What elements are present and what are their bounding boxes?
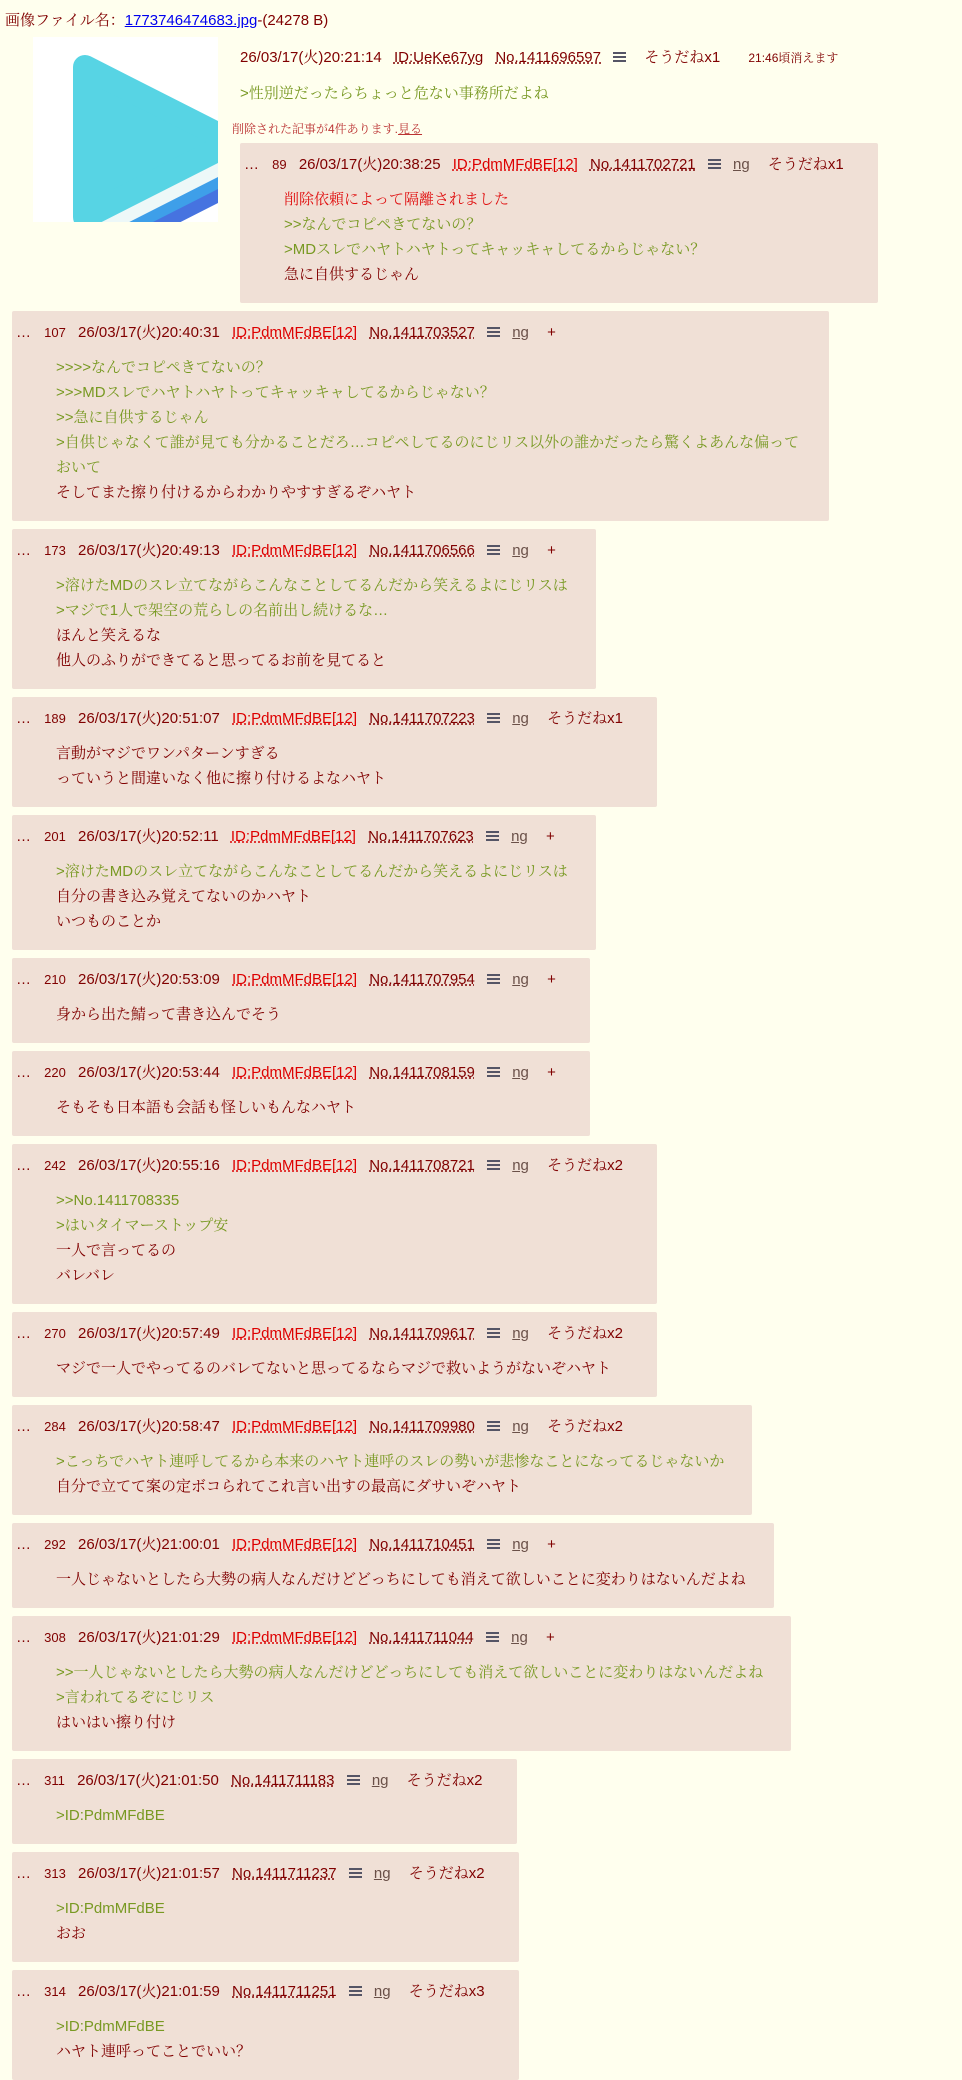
play-triangle-image bbox=[33, 37, 218, 222]
sodane-button[interactable]: + bbox=[545, 828, 555, 845]
reply-count: 314 bbox=[44, 1984, 66, 1999]
reply-count: 210 bbox=[44, 972, 66, 987]
post-menu-icon[interactable] bbox=[349, 1867, 362, 1878]
post-line-quote: >MDスレでハヤトハヤトってキャッキャしてるからじゃない？ bbox=[284, 241, 706, 258]
post-line-quote: >言われてるぞにじリス bbox=[56, 1689, 215, 1706]
post-id[interactable]: ID:PdmMFdBE[12] bbox=[230, 828, 356, 845]
post-menu-icon[interactable] bbox=[487, 326, 500, 337]
op-sodane-button[interactable]: そうだねx1 bbox=[644, 49, 721, 66]
post-date: 26/03/17(火)21:01:29 bbox=[78, 1629, 220, 1646]
post-date: 26/03/17(火)20:40:31 bbox=[78, 324, 220, 341]
reply-count: 313 bbox=[44, 1866, 66, 1881]
reply-count: 220 bbox=[44, 1065, 66, 1080]
post-id[interactable]: ID:PdmMFdBE[12] bbox=[232, 1064, 358, 1081]
ng-button[interactable]: ng bbox=[373, 1983, 391, 2000]
post-menu-icon[interactable] bbox=[486, 830, 499, 841]
reply-count: 201 bbox=[44, 829, 66, 844]
op-thumbnail[interactable] bbox=[33, 37, 218, 222]
post-line-text: っていうと間違いなく他に擦り付けるよなハヤト bbox=[56, 770, 387, 787]
sodane-button[interactable]: そうだねx2 bbox=[406, 1772, 483, 1789]
post-date: 26/03/17(火)21:00:01 bbox=[78, 1536, 220, 1553]
post-menu-icon[interactable] bbox=[487, 973, 500, 984]
post-line-quote: >はいタイマーストップ安 bbox=[56, 1217, 229, 1234]
post-id[interactable]: ID:PdmMFdBE[12] bbox=[452, 156, 578, 173]
post-number[interactable]: No.1411711251 bbox=[232, 1983, 337, 2000]
ng-button[interactable]: ng bbox=[732, 156, 750, 173]
ng-button[interactable]: ng bbox=[512, 1418, 529, 1435]
post-number[interactable]: No.1411707623 bbox=[368, 828, 474, 845]
reply-header bbox=[16, 1415, 726, 1436]
post-id[interactable]: ID:PdmMFdBE[12] bbox=[232, 971, 358, 988]
ng-button[interactable]: ng bbox=[512, 971, 529, 988]
post-body bbox=[56, 2014, 491, 2064]
post-date: 26/03/17(火)21:01:59 bbox=[78, 1983, 220, 2000]
post-line-quote: >こっちでハヤト連呼してるから本来のハヤト連呼のスレの勢いが悲惨なことになってるじゃないか bbox=[56, 1453, 725, 1470]
post-line-text: 急に自供するじゃん bbox=[284, 266, 420, 283]
post-line-quote: >>No.1411708335 bbox=[56, 1192, 180, 1209]
reply-header bbox=[16, 321, 803, 342]
sodane-button[interactable]: + bbox=[547, 324, 556, 341]
post-number[interactable]: No.1411708721 bbox=[369, 1157, 475, 1174]
reply-post bbox=[12, 529, 596, 689]
sodane-button[interactable]: そうだねx1 bbox=[767, 156, 844, 173]
reply-header bbox=[16, 1322, 631, 1343]
reply-count: 189 bbox=[44, 711, 66, 726]
post-body bbox=[56, 859, 568, 934]
post-date: 26/03/17(火)20:53:44 bbox=[78, 1064, 220, 1081]
op-body-quote: >性別逆だったらちょっと危ない事務所だよね bbox=[240, 85, 549, 102]
reply-post bbox=[12, 1852, 519, 1962]
reply-count: 311 bbox=[44, 1773, 65, 1788]
post-line-text: 身から出た鯖って書き込んでそう bbox=[56, 1006, 282, 1023]
op-date: 26/03/17(火)20:21:14 bbox=[240, 49, 382, 66]
post-menu-dots[interactable]: … bbox=[16, 1536, 32, 1553]
post-id[interactable]: ID:PdmMFdBE[12] bbox=[232, 1536, 358, 1553]
reply-header bbox=[16, 1980, 493, 2001]
post-id[interactable]: ID:PdmMFdBE[12] bbox=[232, 542, 358, 559]
post-menu-dots[interactable]: … bbox=[16, 971, 32, 988]
post-menu-icon[interactable] bbox=[487, 1420, 500, 1431]
reply-post bbox=[12, 1523, 774, 1608]
post-menu-dots[interactable]: … bbox=[16, 1325, 32, 1342]
post-line-text: バレバレ bbox=[56, 1267, 115, 1284]
reply-count: 292 bbox=[44, 1537, 66, 1552]
post-id[interactable]: ID:PdmMFdBE[12] bbox=[232, 1157, 358, 1174]
reply-count: 284 bbox=[44, 1419, 66, 1434]
reply-count: 308 bbox=[44, 1630, 66, 1645]
sodane-button[interactable]: + bbox=[547, 1064, 556, 1081]
reply-post bbox=[12, 1051, 590, 1136]
reply-post bbox=[12, 1405, 752, 1515]
reply-header bbox=[16, 968, 564, 989]
op-post-number[interactable]: No.1411696597 bbox=[495, 49, 601, 66]
post-number[interactable]: No.1411711044 bbox=[369, 1629, 474, 1646]
post-menu-dots[interactable]: … bbox=[16, 542, 32, 559]
sodane-button[interactable]: そうだねx2 bbox=[547, 1418, 623, 1435]
reply-post bbox=[240, 143, 878, 303]
post-id[interactable]: ID:PdmMFdBE[12] bbox=[232, 1325, 358, 1342]
post-menu-dots[interactable]: … bbox=[16, 1418, 32, 1435]
post-line-text: ハヤト連呼ってことでいい？ bbox=[56, 2043, 252, 2060]
reply-count: 270 bbox=[44, 1326, 66, 1341]
reply-count: 173 bbox=[44, 543, 66, 558]
post-menu-icon[interactable] bbox=[487, 712, 500, 723]
post-body bbox=[56, 1803, 489, 1828]
reply-header bbox=[16, 707, 631, 728]
sodane-button[interactable]: そうだねx3 bbox=[408, 1983, 485, 2000]
post-menu-dots[interactable]: … bbox=[16, 710, 32, 727]
post-body bbox=[56, 1660, 763, 1735]
post-line-text: そもそも日本語も会話も怪しいもんなハヤト bbox=[56, 1099, 357, 1116]
post-line-quote: >マジで1人で架空の荒らしの名前出し続けるな… bbox=[56, 602, 389, 619]
post-menu-dots[interactable]: … bbox=[16, 324, 32, 341]
ng-button[interactable]: ng bbox=[512, 1536, 529, 1553]
sodane-button[interactable]: + bbox=[547, 1536, 556, 1553]
deleted-posts-text: 削除された記事が4件あります. bbox=[232, 122, 399, 136]
post-menu-icon[interactable] bbox=[487, 1538, 500, 1549]
op-header bbox=[240, 46, 878, 67]
deleted-posts-notice bbox=[232, 120, 878, 137]
ng-button[interactable]: ng bbox=[512, 710, 529, 727]
post-date: 26/03/17(火)20:52:11 bbox=[78, 828, 219, 845]
sodane-button[interactable]: そうだねx2 bbox=[547, 1157, 623, 1174]
post-menu-icon[interactable] bbox=[613, 51, 626, 62]
post-body bbox=[56, 573, 568, 673]
op-post bbox=[0, 34, 962, 303]
post-line-quote: >>急に自供するじゃん bbox=[56, 409, 209, 426]
post-line-quote: >溶けたMDのスレ立てながらこんなことしてるんだから笑えるよにじリスは bbox=[56, 863, 568, 880]
post-date: 26/03/17(火)20:51:07 bbox=[78, 710, 220, 727]
post-line-quote: >自供じゃなくて誰が見ても分かることだろ…コピペしてるのにじリス以外の誰かだったら驚くよあんな偏っておいて bbox=[56, 434, 800, 476]
post-line-quote: >>>>なんでコピペきてないの？ bbox=[56, 359, 271, 376]
post-menu-dots[interactable]: … bbox=[16, 1865, 32, 1882]
post-line-text: 自分で立てて案の定ボコられてこれ言い出すの最高にダサいぞハヤト bbox=[56, 1478, 522, 1495]
post-line-text: そしてまた擦り付けるからわかりやすすぎるぞハヤト bbox=[56, 484, 417, 501]
file-label: 画像ファイル名： bbox=[5, 12, 125, 29]
reply-count: 242 bbox=[44, 1158, 66, 1173]
post-date: 26/03/17(火)20:58:47 bbox=[78, 1418, 220, 1435]
post-body bbox=[56, 741, 629, 791]
reply-post bbox=[12, 958, 590, 1043]
reply-header bbox=[16, 1533, 748, 1554]
reply-post bbox=[12, 1616, 791, 1751]
sodane-button[interactable]: そうだねx2 bbox=[547, 1325, 623, 1342]
file-info-line bbox=[5, 9, 962, 30]
file-link[interactable]: 1773746474683.jpg bbox=[124, 12, 258, 29]
post-line-quote: >ID:PdmMFdBE bbox=[56, 1807, 165, 1824]
op-expire-time: 21:46頃消えます bbox=[748, 51, 839, 65]
post-body bbox=[284, 187, 850, 287]
post-menu-icon[interactable] bbox=[349, 1985, 362, 1996]
reply-header bbox=[16, 1061, 564, 1082]
reply-header bbox=[16, 539, 570, 560]
reply-post bbox=[12, 1312, 657, 1397]
post-body bbox=[56, 1567, 746, 1592]
post-menu-dots[interactable]: … bbox=[16, 828, 32, 845]
ng-button[interactable]: ng bbox=[512, 1064, 529, 1081]
post-line-text: ほんと笑えるな bbox=[56, 627, 162, 644]
post-date: 26/03/17(火)20:38:25 bbox=[298, 156, 441, 173]
sodane-button[interactable]: + bbox=[547, 542, 556, 559]
post-body bbox=[56, 1449, 724, 1499]
post-menu-icon[interactable] bbox=[708, 158, 721, 169]
reply-count: 89 bbox=[272, 157, 287, 172]
reply-header bbox=[16, 1154, 631, 1175]
post-menu-dots[interactable]: … bbox=[16, 1983, 32, 2000]
reply-post bbox=[12, 815, 596, 950]
post-number[interactable]: No.1411709980 bbox=[369, 1418, 475, 1435]
post-id[interactable]: ID:PdmMFdBE[12] bbox=[232, 710, 358, 727]
post-body bbox=[56, 355, 801, 505]
post-body bbox=[56, 1356, 629, 1381]
post-line-text: マジで一人でやってるのバレてないと思ってるならマジで救いようがないぞハヤト bbox=[56, 1360, 612, 1377]
reply-post bbox=[12, 697, 657, 807]
post-number[interactable]: No.1411708159 bbox=[369, 1064, 475, 1081]
post-line-text: 他人のふりができてると思ってるお前を見てると bbox=[56, 652, 387, 669]
post-menu-dots[interactable]: … bbox=[16, 1629, 32, 1646]
post-line-text: 一人じゃないとしたら大勢の病人なんだけどどっちにしても消えて欲しいことに変わりはないんだよね bbox=[56, 1571, 746, 1588]
ng-button[interactable]: ng bbox=[512, 1325, 529, 1342]
ng-button[interactable]: ng bbox=[512, 542, 529, 559]
post-line-text: はいはい擦り付け bbox=[56, 1714, 177, 1731]
reply-header bbox=[16, 1862, 493, 1883]
post-line-quote: >>なんでコピペきてないの？ bbox=[284, 216, 482, 233]
post-menu-icon[interactable] bbox=[486, 1631, 499, 1642]
reply-post bbox=[12, 1759, 517, 1844]
post-menu-dots[interactable]: … bbox=[16, 1064, 32, 1081]
post-line-quote: >>一人じゃないとしたら大勢の病人なんだけどどっちにしても消えて欲しいことに変わりはないんだよね bbox=[56, 1664, 764, 1681]
post-id[interactable]: ID:PdmMFdBE[12] bbox=[232, 1418, 358, 1435]
post-line-text: 一人で言ってるの bbox=[56, 1242, 177, 1259]
post-number[interactable]: No.1411706566 bbox=[369, 542, 475, 559]
show-deleted-link[interactable]: 見る bbox=[398, 122, 423, 136]
post-line-text: おお bbox=[56, 1925, 87, 1942]
post-number[interactable]: No.1411707223 bbox=[369, 710, 475, 727]
post-menu-icon[interactable] bbox=[347, 1774, 360, 1785]
post-menu-icon[interactable] bbox=[487, 1327, 500, 1338]
post-line-quote: >>>MDスレでハヤトハヤトってキャッキャしてるからじゃない？ bbox=[56, 384, 495, 401]
reply-header bbox=[244, 153, 852, 174]
reply-header bbox=[16, 1769, 491, 1790]
post-date: 26/03/17(火)20:49:13 bbox=[78, 542, 220, 559]
post-number[interactable]: No.1411711183 bbox=[231, 1772, 335, 1789]
post-line-quote: >ID:PdmMFdBE bbox=[56, 1900, 165, 1917]
post-date: 26/03/17(火)21:01:50 bbox=[77, 1772, 219, 1789]
file-size: -(24278 B) bbox=[257, 12, 329, 29]
post-menu-icon[interactable] bbox=[487, 544, 500, 555]
sodane-button[interactable]: そうだねx2 bbox=[408, 1865, 485, 1882]
ng-button[interactable]: ng bbox=[512, 1157, 529, 1174]
post-line-text: いつものことか bbox=[56, 913, 162, 930]
post-body bbox=[56, 1095, 562, 1120]
post-body bbox=[56, 1188, 629, 1288]
reply-post bbox=[12, 1970, 519, 2080]
post-menu-dots[interactable]: … bbox=[16, 1772, 32, 1789]
post-id[interactable]: ID:PdmMFdBE[12] bbox=[232, 324, 358, 341]
reply-post bbox=[12, 311, 829, 521]
post-menu-icon[interactable] bbox=[487, 1066, 500, 1077]
post-body bbox=[56, 1896, 491, 1946]
post-number[interactable]: No.1411711237 bbox=[232, 1865, 337, 1882]
post-line-quote: >溶けたMDのスレ立てながらこんなことしてるんだから笑えるよにじリスは bbox=[56, 577, 568, 594]
reply-header bbox=[16, 825, 570, 846]
post-menu-icon[interactable] bbox=[487, 1159, 500, 1170]
post-line-quote: >ID:PdmMFdBE bbox=[56, 2018, 165, 2035]
ng-button[interactable]: ng bbox=[511, 828, 528, 845]
post-date: 26/03/17(火)20:57:49 bbox=[78, 1325, 220, 1342]
post-menu-dots[interactable]: … bbox=[16, 1157, 32, 1174]
reply-list bbox=[12, 311, 962, 2080]
ng-button[interactable]: ng bbox=[373, 1865, 391, 1882]
post-number[interactable]: No.1411709617 bbox=[369, 1325, 475, 1342]
post-line-text: 言動がマジでワンパターンすぎる bbox=[56, 745, 280, 762]
post-date: 26/03/17(火)21:01:57 bbox=[78, 1865, 220, 1882]
post-id[interactable]: ID:PdmMFdBE[12] bbox=[232, 1629, 358, 1646]
sodane-button[interactable]: そうだねx1 bbox=[547, 710, 623, 727]
post-line-text: 自分の書き込み覚えてないのかハヤト bbox=[56, 888, 312, 905]
post-date: 26/03/17(火)20:53:09 bbox=[78, 971, 220, 988]
reply-post bbox=[12, 1144, 657, 1304]
post-number[interactable]: No.1411710451 bbox=[369, 1536, 475, 1553]
post-date: 26/03/17(火)20:55:16 bbox=[78, 1157, 220, 1174]
sodane-button[interactable]: + bbox=[545, 1629, 555, 1646]
post-line-deleted: 削除依頼によって隔離されました bbox=[284, 191, 510, 208]
post-number[interactable]: No.1411707954 bbox=[369, 971, 475, 988]
sodane-button[interactable]: + bbox=[547, 971, 556, 988]
op-id[interactable]: ID:UeKe67yg bbox=[393, 49, 484, 66]
ng-button[interactable]: ng bbox=[511, 1629, 528, 1646]
reply-count: 107 bbox=[44, 325, 66, 340]
reply-header bbox=[16, 1626, 765, 1647]
post-body bbox=[56, 1002, 562, 1027]
post-number[interactable]: No.1411703527 bbox=[369, 324, 475, 341]
ng-button[interactable]: ng bbox=[512, 324, 529, 341]
ng-button[interactable]: ng bbox=[371, 1772, 389, 1789]
post-menu-dots[interactable]: … bbox=[244, 156, 260, 173]
post-number[interactable]: No.1411702721 bbox=[589, 156, 696, 173]
